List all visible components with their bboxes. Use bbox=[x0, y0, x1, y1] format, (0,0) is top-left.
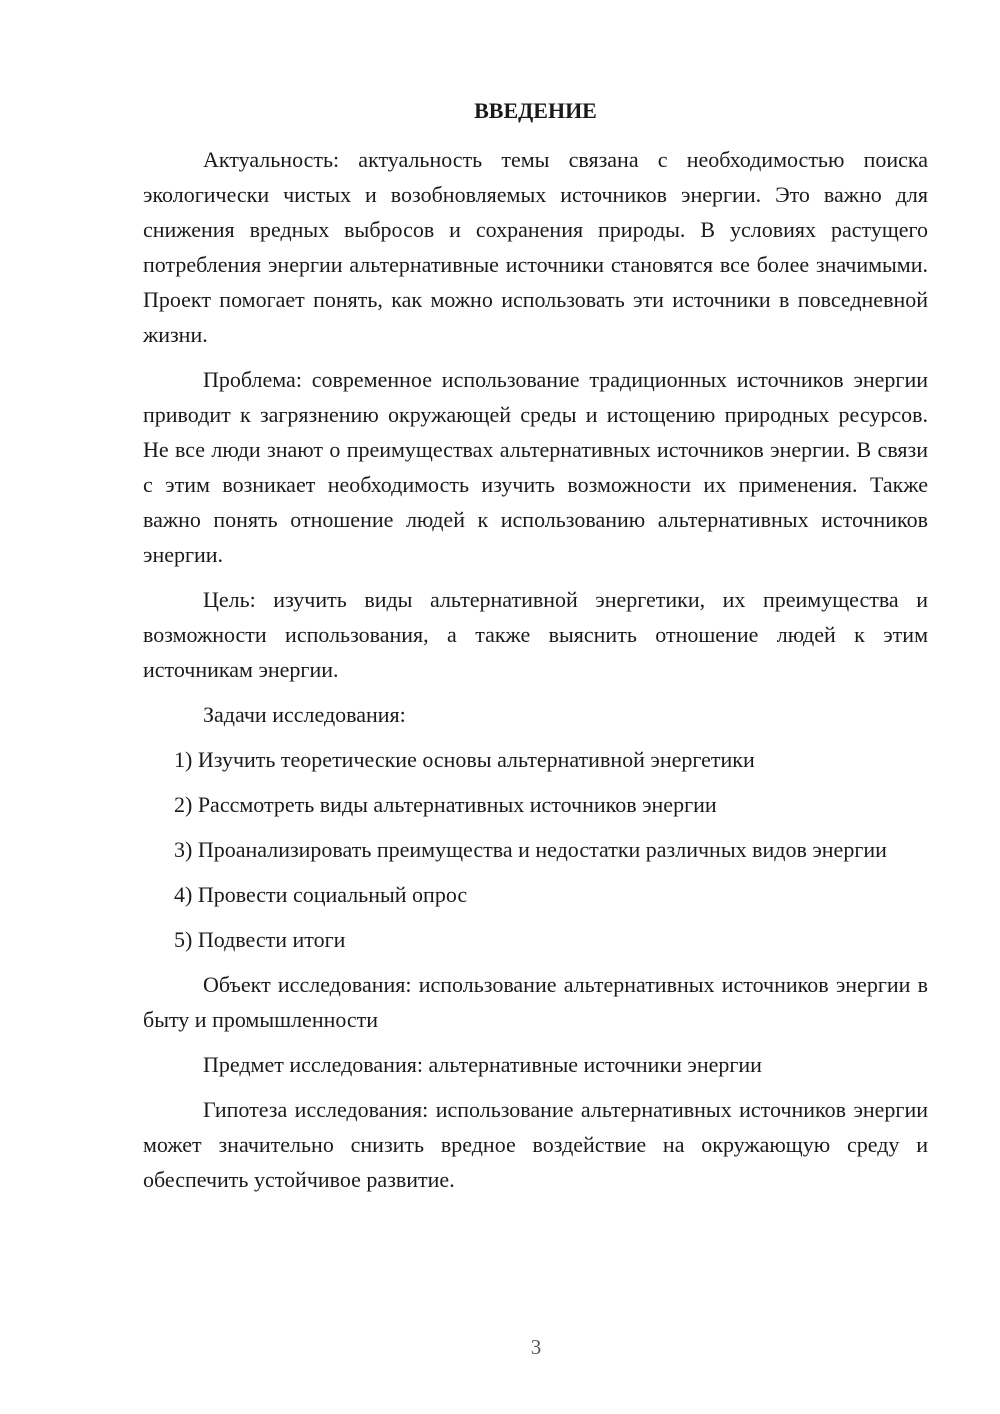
task-item-3: 3) Проанализировать преимущества и недостатки различных видов энергии bbox=[174, 837, 887, 862]
task-item-2: 2) Рассмотреть виды альтернативных источников энергии bbox=[174, 792, 717, 817]
task-item-4: 4) Провести социальный опрос bbox=[174, 882, 468, 907]
task-item-5: 5) Подвести итоги bbox=[174, 927, 346, 952]
paragraph-relevance: Актуальность: актуальность темы связана с необходимостью поиска экологически чистых и возобновляемых источников энергии. Это важно для снижения вредных выбросов и сохранения природы. В условиях растущего потребления энергии альтернативные источники становятся все более значимыми. Проект помогает понять, как можно использовать эти источники в повседневной жизни. bbox=[143, 147, 928, 347]
page-title: ВВЕДЕНИЕ bbox=[474, 98, 597, 123]
paragraph-subject: Предмет исследования: альтернативные источники энергии bbox=[203, 1052, 762, 1077]
paragraph-goal: Цель: изучить виды альтернативной энергетики, их преимущества и возможности использования, а также выяснить отношение людей к этим источникам энергии. bbox=[143, 587, 928, 682]
task-item-1: 1) Изучить теоретические основы альтернативной энергетики bbox=[174, 747, 755, 772]
paragraph-hypothesis: Гипотеза исследования: использование альтернативных источников энергии может значительно снизить вредное воздействие на окружающую среду и обеспечить устойчивое развитие. bbox=[143, 1097, 928, 1192]
page-content bbox=[143, 96, 928, 1207]
paragraph-problem: Проблема: современное использование традиционных источников энергии приводит к загрязнению окружающей среды и истощению природных ресурсов. Не все люди знают о преимуществах альтернативных источников энергии. В связи с этим возникает необходимость изучить возможности их применения. Также важно понять отношение людей к использованию альтернативных источников энергии. bbox=[143, 367, 928, 567]
paragraph-object: Объект исследования: использование альтернативных источников энергии в быту и промышленности bbox=[143, 972, 928, 1032]
page-number: 3 bbox=[530, 1335, 542, 1359]
paragraph-tasks-heading: Задачи исследования: bbox=[203, 702, 406, 727]
